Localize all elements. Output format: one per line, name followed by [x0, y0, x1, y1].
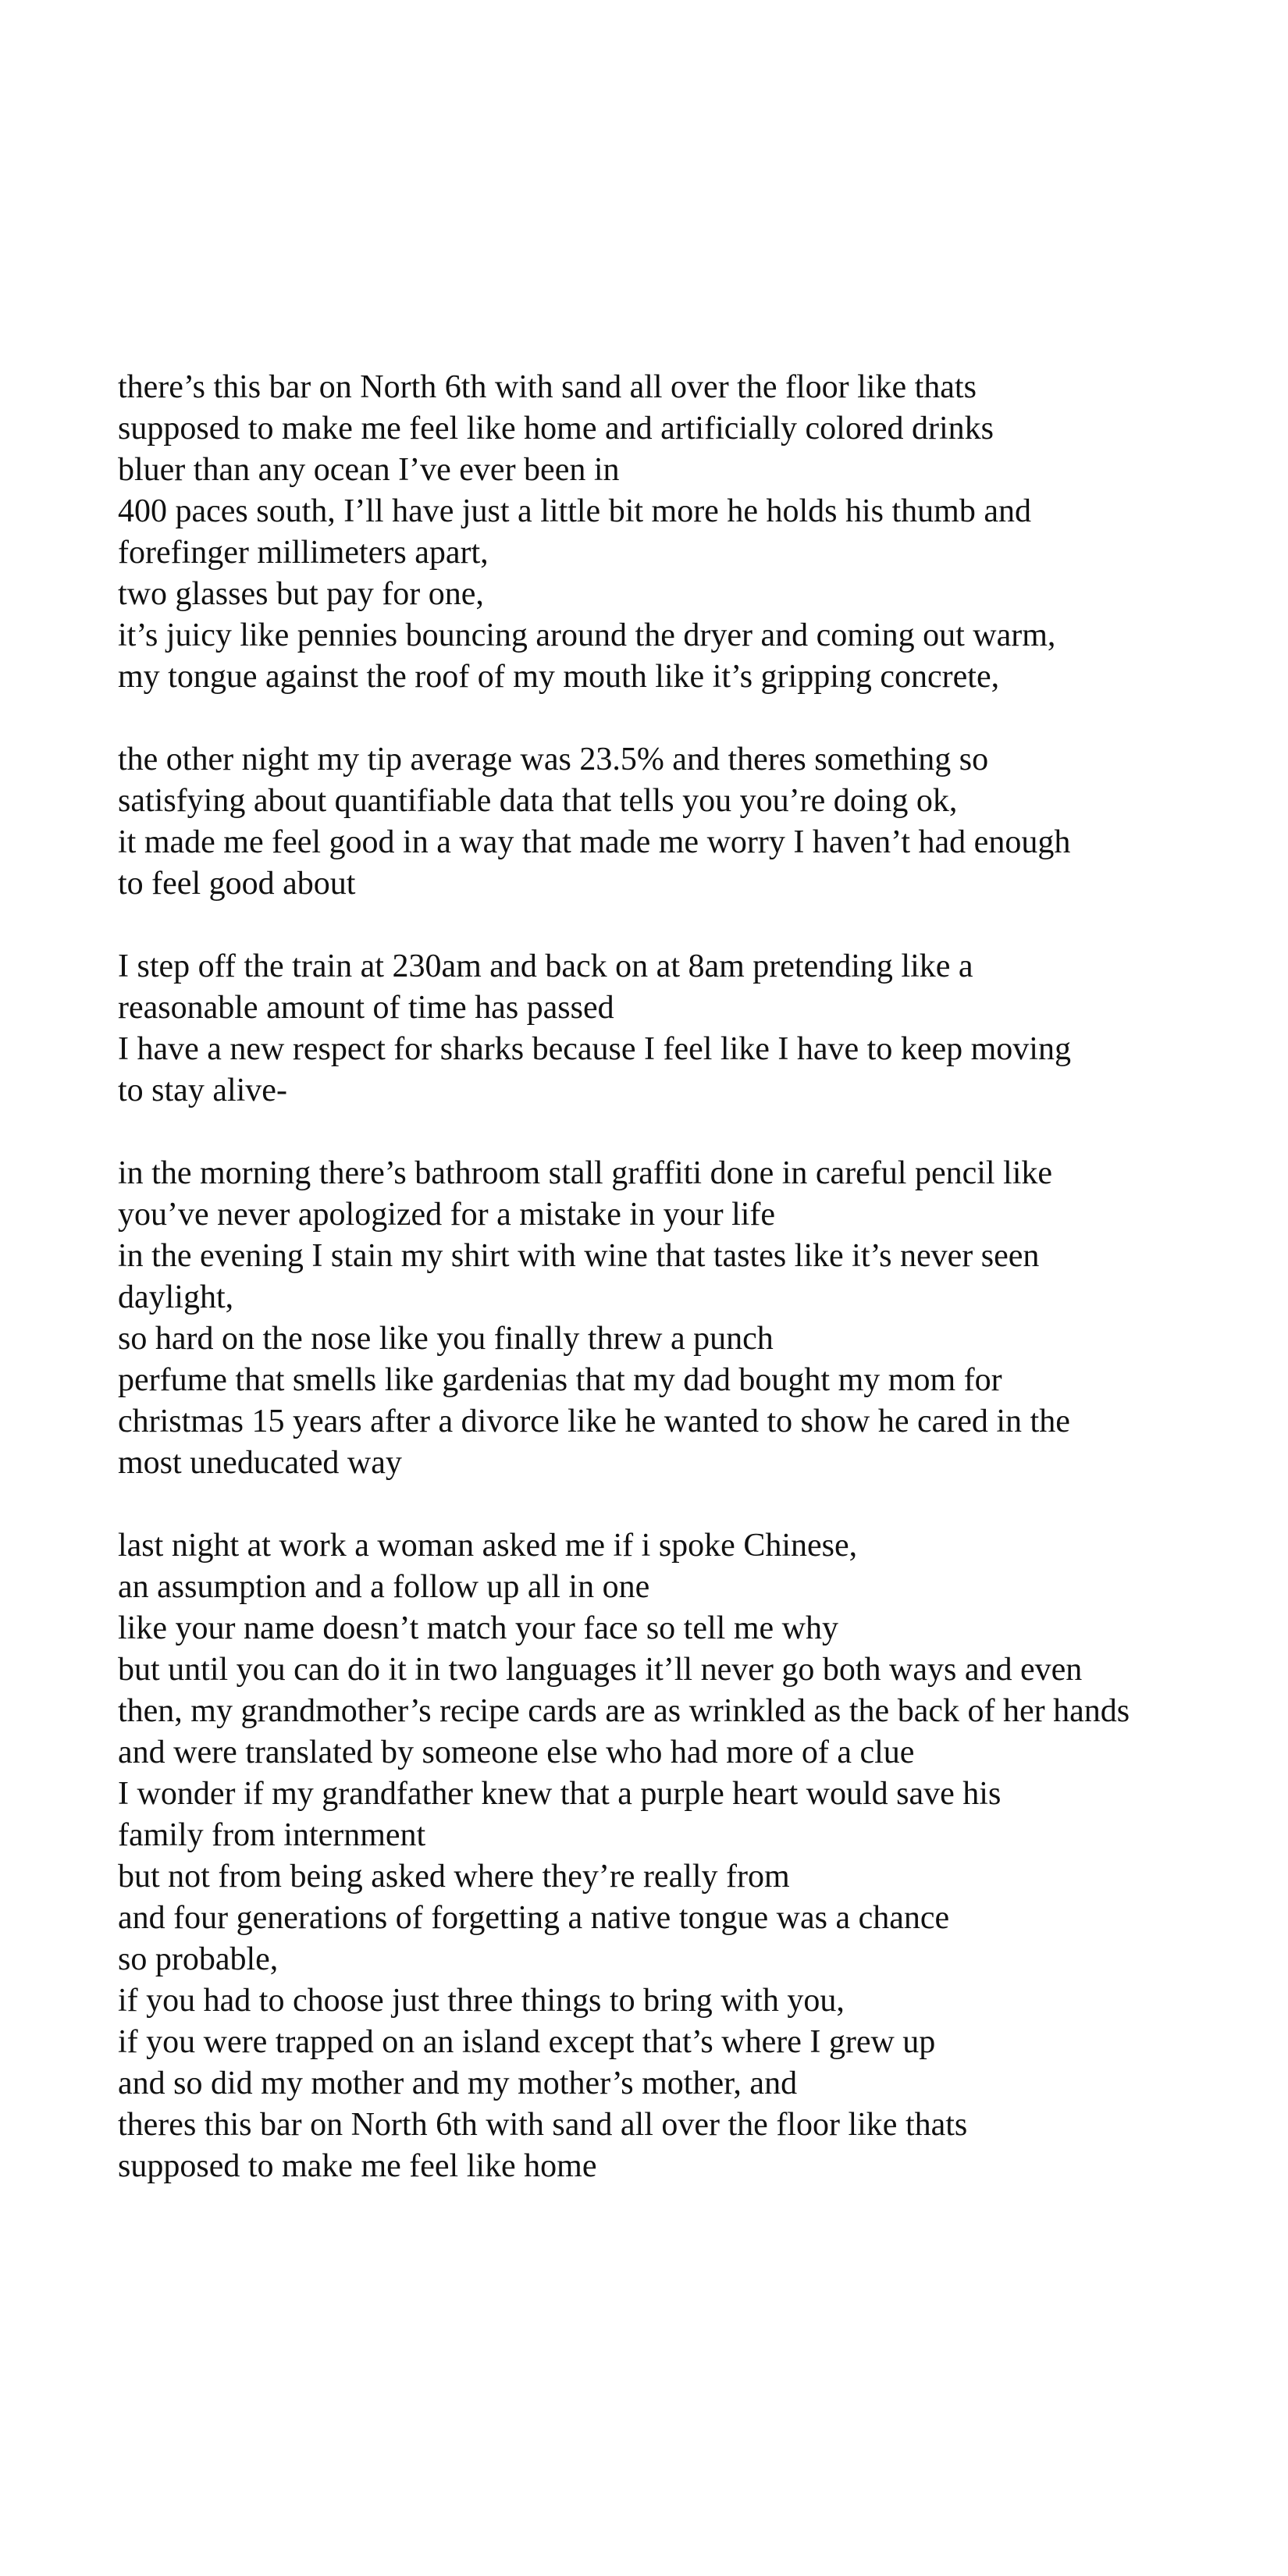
poem-line: if you were trapped on an island except that’s where I grew up [118, 2024, 936, 2060]
stanza-break [118, 1112, 1273, 1153]
poem-line: to stay alive- [118, 1073, 287, 1108]
poem-line: forefinger millimeters apart, [118, 535, 489, 571]
poem-line: in the morning there’s bathroom stall graffiti done in careful pencil like [118, 1155, 1053, 1191]
poem-line: I have a new respect for sharks because I feel like I have to keep moving [118, 1031, 1071, 1067]
poem-line: I step off the train at 230am and back on at 8am pretending like a [118, 948, 973, 984]
poem-line: an assumption and a follow up all in one [118, 1569, 650, 1605]
poem-line: but not from being asked where they’re really from [118, 1859, 790, 1895]
poem-line: and so did my mother and my mother’s mother, and [118, 2065, 798, 2101]
stanza-break [118, 1484, 1273, 1525]
poem-line: two glasses but pay for one, [118, 576, 484, 612]
poem-line: perfume that smells like gardenias that my dad bought my mom for [118, 1362, 1002, 1398]
stanza-4 [118, 1153, 1273, 1484]
poem-line: and were translated by someone else who had more of a clue [118, 1735, 915, 1770]
poem-line: but until you can do it in two languages it’ll never go both ways and even [118, 1652, 1083, 1688]
poem-line: last night at work a woman asked me if i spoke Chinese, [118, 1528, 858, 1564]
poem-line: daylight, [118, 1279, 234, 1315]
poem-line: 400 paces south, I’ll have just a little bit more he holds his thumb and [118, 493, 1031, 529]
poem-line: the other night my tip average was 23.5% and theres something so [118, 742, 989, 777]
poem-line: like your name doesn’t match your face so tell me why [118, 1610, 838, 1646]
poem-line: my tongue against the roof of my mouth like it’s gripping concrete, [118, 659, 1000, 695]
poem-line: supposed to make me feel like home and artificially colored drinks [118, 411, 994, 447]
poem-line: if you had to choose just three things to bring with you, [118, 1983, 845, 2019]
stanza-5 [118, 1525, 1273, 2187]
poem-line: theres this bar on North 6th with sand all over the floor like thats [118, 2107, 968, 2143]
poem-line: supposed to make me feel like home [118, 2148, 597, 2184]
stanza-3 [118, 946, 1273, 1112]
poem-line: so hard on the nose like you finally threw a punch [118, 1321, 774, 1357]
stanza-break [118, 905, 1273, 946]
poem-line: reasonable amount of time has passed [118, 990, 614, 1026]
poem-line: satisfying about quantifiable data that tells you you’re doing ok, [118, 783, 958, 819]
stanza-2 [118, 739, 1273, 905]
poem-line: so probable, [118, 1941, 279, 1977]
poem-line: most uneducated way [118, 1445, 402, 1481]
stanza-1 [118, 367, 1273, 698]
poem-line: family from internment [118, 1817, 426, 1853]
poem-line: and four generations of forgetting a native tongue was a chance [118, 1900, 950, 1936]
poem-line: then, my grandmother’s recipe cards are as wrinkled as the back of her hands [118, 1693, 1130, 1729]
poem-line: you’ve never apologized for a mistake in your life [118, 1197, 776, 1233]
poem-line: I wonder if my grandfather knew that a purple heart would save his [118, 1776, 1002, 1812]
poem-line: there’s this bar on North 6th with sand all over the floor like thats [118, 369, 977, 405]
stanza-break [118, 698, 1273, 739]
poem-line: christmas 15 years after a divorce like he wanted to show he cared in the [118, 1404, 1070, 1439]
poem-line: it made me feel good in a way that made me worry I haven’t had enough [118, 824, 1071, 860]
poem-line: bluer than any ocean I’ve ever been in [118, 452, 620, 488]
poem-line: to feel good about [118, 866, 356, 902]
poem-line: it’s juicy like pennies bouncing around the dryer and coming out warm, [118, 617, 1056, 653]
poem-line: in the evening I stain my shirt with wine that tastes like it’s never seen [118, 1238, 1040, 1274]
poem-body [118, 367, 1273, 2187]
